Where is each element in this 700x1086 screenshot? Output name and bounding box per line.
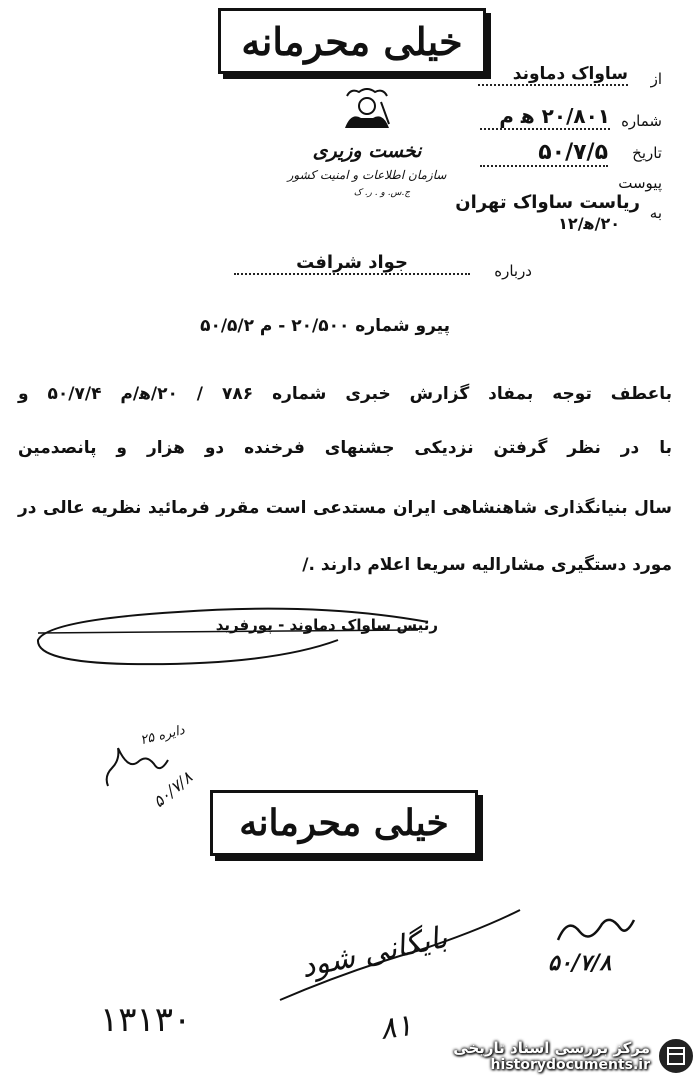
attachment-label: پیوست: [618, 174, 662, 192]
classification-stamp-top: [218, 8, 486, 74]
watermark: [426, 1030, 696, 1082]
handwritten-date-left: ۵۰/۷/۸: [149, 767, 196, 812]
signature-line: رئیس ساواک دماوند - پورفرید: [215, 616, 438, 634]
classification-text: خیلی محرمانه: [239, 802, 449, 844]
handwritten-number: ۱۳۱۳۰: [100, 1000, 192, 1040]
organization-code: ج.س. و . ر. ک: [353, 188, 411, 198]
handwritten-initial-right: [550, 910, 640, 950]
date-label: تاریخ: [632, 144, 662, 162]
body-line: سال بنیانگذاری شاهنشاهی ایران مستدعی است مقرر فرمائید نظریه عالی در: [18, 498, 672, 518]
number-label: شماره: [621, 112, 662, 130]
to-value: ریاست ساواک تهران: [455, 192, 640, 213]
signature-loop: [18, 600, 438, 680]
subject-label: درباره: [494, 262, 532, 280]
body-line: مورد دستگیری مشارالیه سریعا اعلام دارند ./: [302, 555, 672, 575]
body-line: باعطف توجه بمفاد گزارش خبری شماره ۷۸۶ / ۲۰/ه‍/م ۵۰/۷/۴ و: [18, 384, 672, 404]
handwritten-archive-note: بایگانی شود: [297, 919, 451, 986]
handwritten-date-right: ۵۰/۷/۸: [548, 950, 612, 976]
ministry-emblem: [282, 88, 452, 218]
archive-logo-icon: [656, 1034, 696, 1078]
handwritten-note-bottom: ۸۱: [377, 1007, 415, 1048]
handwritten-note-left: دایره ۲۵: [138, 722, 187, 749]
from-label: از: [650, 70, 662, 88]
from-value: ساواک دماوند: [478, 64, 628, 86]
classification-stamp-bottom: [210, 790, 478, 856]
ministry-name: نخست وزیری: [312, 140, 422, 162]
date-value: ۵۰/۷/۵: [480, 140, 608, 167]
reference-line: پیرو شماره ۲۰/۵۰۰ - م ۵۰/۵/۲: [200, 316, 450, 336]
subject-value: جواد شرافت: [234, 252, 470, 275]
archive-note-underline: [270, 900, 530, 1010]
body-line: با در نظر گرفتن نزدیکی جشنهای فرخنده دو هزار و پانصدمین: [18, 438, 672, 458]
to-reference: ۲۰/ه‍/۱۲: [558, 214, 620, 233]
classification-text: خیلی محرمانه: [241, 18, 463, 64]
organization-name: سازمان اطلاعات و امنیت کشور: [287, 168, 447, 182]
lion-and-sun-emblem-icon: [337, 88, 397, 134]
to-label: به: [649, 204, 662, 222]
watermark-url: historydocuments.ir: [490, 1057, 650, 1073]
number-value: ۲۰/۸۰۱ ه‍ م: [480, 104, 610, 130]
watermark-title: مرکز بررسی اسناد تاریخی: [453, 1039, 650, 1057]
